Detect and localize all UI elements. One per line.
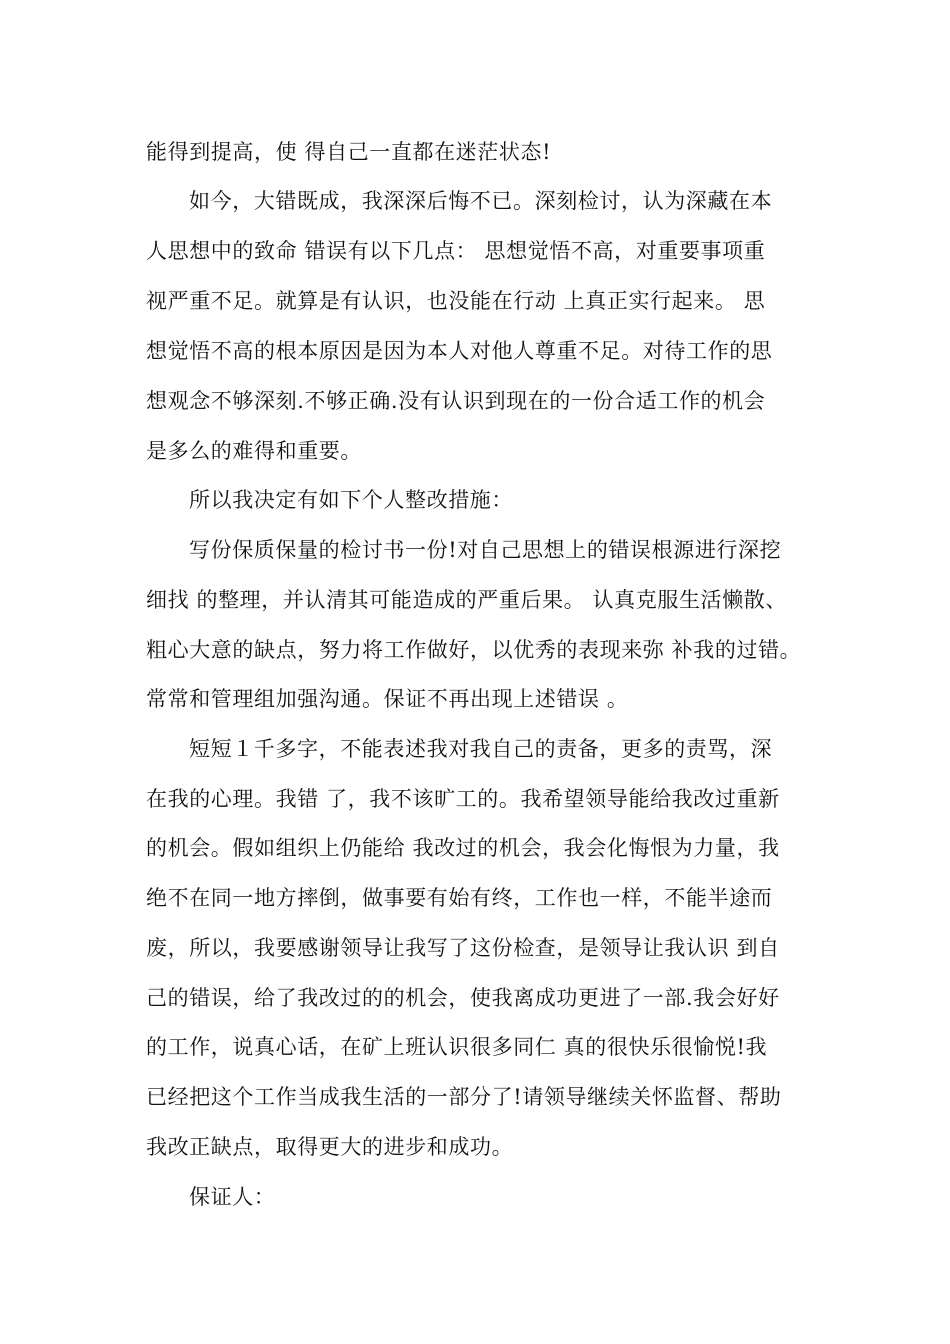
text-line: 想观念不够深刻.不够正确.没有认识到现在的一份合适工作的机会 [146, 389, 766, 413]
text-line: 的机会。假如组织上仍能给 我改过的机会，我会化悔恨为力量，我 [146, 836, 780, 860]
text-line: 常常和管理组加强沟通。保证不再出现上述错误 。 [146, 687, 629, 711]
paragraph-start-line: 写份保质保量的检讨书一份!对自己思想上的错误根源进行深挖 [189, 538, 782, 562]
paragraph-start-line: 短短１千多字，不能表述我对我自己的责备，更多的责骂，深 [189, 737, 773, 761]
text-line: 细找 的整理，并认清其可能造成的严重后果。 认真克服生活懒散、 [146, 588, 787, 612]
text-line: 废，所以，我要感谢领导让我写了这份检查，是领导让我认识 到自 [146, 936, 780, 960]
text-line: 我改正缺点，取得更大的进步和成功。 [146, 1135, 514, 1159]
text-line: 的工作，说真心话，在矿上班认识很多同仁 真的很快乐很愉悦!我 [146, 1035, 768, 1059]
text-line: 已经把这个工作当成我生活的一部分了!请领导继续关怀监督、帮助 [146, 1085, 782, 1109]
text-line: 人思想中的致命 错误有以下几点： 思想觉悟不高，对重要事项重 [146, 239, 766, 263]
text-line: 是多么的难得和重要。 [146, 439, 362, 463]
text-line: 在我的心理。我错 了，我不该旷工的。我希望领导能给我改过重新 [146, 787, 780, 811]
guarantor-label: 保证人： [189, 1185, 276, 1209]
paragraph-start-line: 所以我决定有如下个人整改措施： [189, 488, 513, 512]
text-line: 己的错误，给了我改过的的机会，使我离成功更进了一部.我会好好 [146, 986, 780, 1010]
text-line: 绝不在同一地方摔倒，做事要有始有终，工作也一样，不能半途而 [146, 886, 773, 910]
text-line: 视严重不足。就算是有认识，也没能在行动 上真正实行起来。 思 [146, 289, 766, 313]
text-line: 粗心大意的缺点，努力将工作做好，以优秀的表现来弥 补我的过错。 [146, 638, 802, 662]
paragraph-start-line: 如今，大错既成，我深深后悔不已。深刻检讨，认为深藏在本 [189, 189, 773, 213]
text-line: 能得到提高，使 得自己一直都在迷茫状态! [146, 140, 552, 164]
text-line: 想觉悟不高的根本原因是因为本人对他人尊重不足。对待工作的思 [146, 339, 773, 363]
